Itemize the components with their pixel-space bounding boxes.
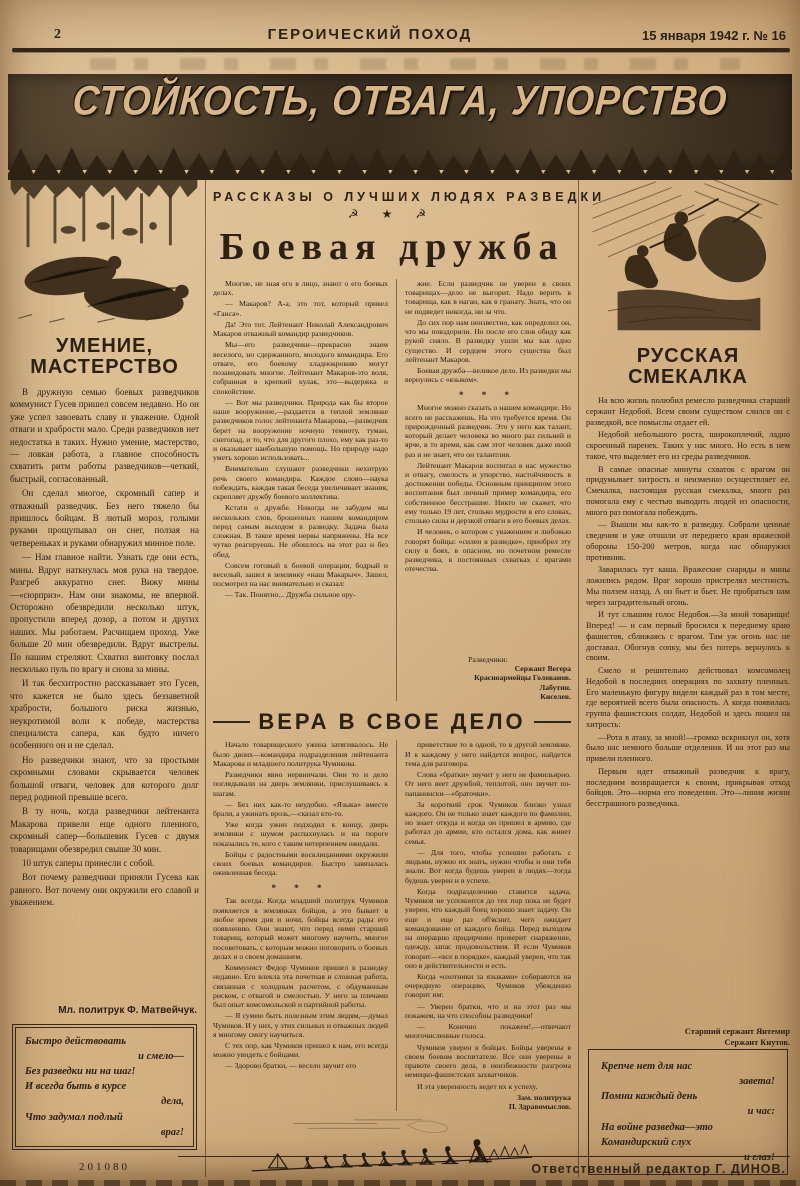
center-column bbox=[213, 176, 606, 1177]
main-article-col1 bbox=[213, 279, 388, 701]
paragraph: Уже когда ужин подходил к концу, дверь землянки с шумом распахнулась и на пороге показались те, кого с таким нетерпением ожидали. bbox=[213, 820, 388, 848]
paragraph: Старший сержант Янтемир bbox=[684, 1027, 790, 1037]
paragraph: Чумиков уверен в бойцах. Бойцы уверены в своем боевом воспитателе. Все они уверены в правоте своего дела, в неизбежности разгрома немецко-фашистских захватчиков. bbox=[405, 1042, 571, 1080]
faith-article-columns bbox=[213, 740, 571, 1111]
paragraph: — Для того, чтобы успешно работать с людьми, нужно их знать, нужно чтобы и они тебя знали. Вот когда будешь уверен в людях—тогда будешь уверен и в успехе. bbox=[405, 847, 571, 885]
paragraph: Так всегда. Когда младший политрук Чумиков появляется в землянках бойцов, а это бывает в любое время дня и ночи, бойцы всегда рады его появлению. Они знают, что перед ними старший товарищ, который может многому научить, многое посоветовать, с которым можно поговорить о боевых делах и о своем домашнем. bbox=[213, 896, 388, 961]
right-article-title: РУССКАЯ СМЕКАЛКА bbox=[628, 345, 748, 388]
paragraph: Да! Это тот. Лейтенант Николай Александрович Макаров отважный командир разведчиков. bbox=[213, 319, 388, 339]
paragraph: И тут слышим голос Недобоя.—За мной товарищи! Вперед! — и сам первый бросился к переднему краю фашистов, сближаясь с врагом. Там уж огонь нас не доставал. Обогнув сопку, мы без потерь вернулись к своим. bbox=[586, 610, 790, 663]
main-article-col2-top bbox=[405, 279, 571, 387]
header-rule-right bbox=[534, 721, 571, 723]
page-header bbox=[0, 0, 800, 45]
paragraph: — Вышли мы как-то в разведку. Собрали ценные сведения и уже отошли от переднего края вражеской обороны 150-200 метров, когда нас обнаружил противник. bbox=[586, 520, 790, 562]
paragraph: Быстро действовать bbox=[25, 1035, 127, 1047]
paragraph: — Без них как-то неудобно. «Языка» вместе брали, а ужинать врозь,—сказал кто-то. bbox=[213, 799, 388, 819]
paragraph: До сих пор нам неизвестно, как определил он, что мы повздорили. Но после его слов обиду как рукой сняло. В разведку ушли мы как одно существо. И сердцем этого существа был лейтенант Макаров. bbox=[405, 317, 571, 364]
print-order-number: 201080 bbox=[79, 1161, 130, 1174]
page-footer bbox=[0, 1156, 800, 1176]
paragraph: Без разведки ни на шаг! bbox=[25, 1066, 136, 1078]
paragraph: И человек, о котором с уважением и любовью говорят бойцы: «силен в разведке», приобрел эту силу в боях, в опасном, но почетном ремесле разведчика, в постоянных схватках с врагами отечества. bbox=[405, 527, 571, 574]
paragraph: Когда подразделению ставится задача, Чумиков не успокоится до тех пор пока не будет уверен, что каждый боец хорошо знает задачу. Он еще и еще раз об'яснит, чего ожидает командование от каждого бойца. Перед выходом на операцию придирчиво проверит снаряжение, одежду, запас продовольствия. И если Чумиков говорит—«все в порядке», каждый уверен, что так оно в действительности и есть. bbox=[405, 886, 571, 970]
paragraph: Сержант Кнутов. bbox=[724, 1038, 790, 1047]
main-article-columns bbox=[213, 279, 571, 701]
paragraph: — Нам главное найти. Узнать где они есть, мины. Вдруг наткнулась моя рука на твердое. Разгреб аккуратно снег. Вижу мины—«сюрприз». Нам они знакомы, не впервой. Осторожно обезвредили несколько штук, пропустили вперед дозор, а потом и других наших. Мы работаем. Расчищаем проход. Уже больше 20 мин обезвредили. Вдруг выстрелы. По нашим стреляют. Схватил винтовку послал несколько пуль по врагу и снова за мины. bbox=[10, 552, 199, 674]
paragraph: — Уверен братки, что и на этот раз мы покажем, на что способны разведчики! bbox=[405, 1001, 571, 1020]
paragraph: Когда «охотники за языками» собираются на очередную операцию, Чумиков убежденно говорит им: bbox=[405, 972, 571, 1000]
left-article-title: УМЕНИЕ, МАСТЕРСТВО bbox=[30, 335, 179, 378]
paragraph: Киселев. bbox=[540, 691, 571, 701]
paragraph: приветствие то в одной, то в другой землянке. И к каждому у него найдется вопрос, найдется тема для разговора. bbox=[405, 740, 571, 768]
paragraph: — Вот мы разведчики. Природа как бы второе наше вооружение,—раздается в теплой землянке разведчиков голос лейтенанта Макарова,—разведчик берет на вооружение ночную темноту, туман, снегопад, и то, что для другого плохо, ему как раз-то и оказывает наибольшую помощь. Но природу надо уметь хорошо использовать... bbox=[213, 397, 388, 463]
paragraph: Крепче нет для нас bbox=[601, 1060, 693, 1072]
faith-article-signature bbox=[405, 1093, 571, 1111]
paragraph: — Так. Понятно... Дружба сильное ору- bbox=[225, 590, 356, 600]
faith-col2-body bbox=[405, 740, 571, 1092]
paragraph: На всю жизнь полюбил ремесло разведчика старший сержант Недобой. Всем своим существом слился он с разведкой, все помыслы отдает ей. bbox=[586, 396, 790, 427]
paragraph: Командирский слух bbox=[601, 1136, 692, 1148]
paragraph: Разведчики явно нервничали. Они то и дело поглядывали на дверь землянки, прислушиваясь к шагам. bbox=[213, 770, 388, 798]
paragraph: дела, bbox=[161, 1096, 184, 1108]
right-article-body bbox=[586, 396, 790, 1027]
hammer-star-sickle-ornament: ☭ ★ ☭ bbox=[347, 207, 437, 221]
paragraph: жие. Если разведчик не уверен в своих товарищах—дело не выгорит. Надо верить в товарища, как в наган, как в гранату. Знать, что он не подведет никогда, ни за что. bbox=[405, 278, 571, 316]
paragraph: Бойцы с радостными восклицаниями окружили своих боевых командиров. Быстро завязалась оживленная беседа. bbox=[213, 849, 388, 878]
left-article-body bbox=[10, 386, 199, 1000]
paragraph: Лейтенант Макаров воспитал в нас мужество и отвагу, смелость и упорство, настойчивость в достижении победы. Основным принципом этого воспитания был личный пример командира, его собственное бесстрашие. Никто не скажет, что ему только 19 лет, столько мудрости в его словах, столько силы и дерзкой отваги в его боевых делах. bbox=[405, 460, 571, 526]
paragraph: Зам. политрука bbox=[517, 1092, 571, 1102]
paragraph: Многое можно сказать о нашем командире. Но всего не расскажешь. На это требуется время. Он прирожденный разведчик. Это у него как талант, который делает человека во много раз сильней и ярче, в то время, как сам этот человек даже иной раз и не знает, что он талантлив. bbox=[405, 403, 571, 459]
main-article-col2 bbox=[396, 279, 571, 701]
paragraph: И так бесхитростно рассказывает это Гусев, что кажется не было здесь беззаветной храбрости, большого риска жизнью, неукротимой воли к победе, мастерства специалиста сапера, как будто ничего особенного он и не сделал. bbox=[10, 678, 199, 751]
paragraph: Сержант Вегера bbox=[514, 664, 571, 674]
crawling-scouts-illustration bbox=[10, 176, 198, 328]
paragraph: Кстати о дружбе. Никогда не забудем мы нескольких слов, брошенных нашим командиром перед самым выходом в разведку. Задача была сложная. В такое время нервы напряжены. На все чутко реагируешь. Не обошлось на этот раз и без обид. bbox=[213, 503, 388, 559]
faith-col1-bottom bbox=[213, 896, 388, 1111]
paragraph: Внимательно слушают разведчики нехитрую речь своего командира. Каждое слово—наука побеждать, каждая такая беседа увеличивает знания, скрепляет дружбу боевого коллектива. bbox=[213, 464, 388, 502]
scan-bottom-edge bbox=[0, 1180, 800, 1186]
editor-credit: Ответственный редактор Г. ДИНОВ. bbox=[531, 1162, 786, 1176]
paragraph: Многие, не зная его в лицо, знают о его боевых делах. bbox=[213, 278, 388, 298]
header-rule-left bbox=[213, 721, 250, 723]
paragraph: — Конечно покажем!,—отвечают многочисленные голоса. bbox=[405, 1022, 571, 1041]
paragraph: завета! bbox=[739, 1075, 775, 1087]
verse-box-left bbox=[12, 1024, 197, 1151]
paragraph: и смело— bbox=[138, 1050, 184, 1062]
faith-col1-top bbox=[213, 740, 388, 879]
paragraph: И всегда быть в курсе bbox=[25, 1081, 127, 1093]
paragraph: Он сделал многое, скромный сапер и отважный разведчик. Без него тяжело бы пришлось бойцам. В лютый мороз, голыми руками прощупывал он снег, ползая на четвереньках и руками обнаружил минное поле. bbox=[10, 488, 199, 548]
paragraph: Совсем готовый к боевой операции, бодрый и веселый, зашел в землянку «наш Макарыч». Зашел, посмотрел на нас внимательно и сказал: bbox=[213, 560, 388, 589]
paragraph: В ту ночь, когда разведчики лейтенанта Макарова привели еще одного пленного, скромный сапер—большевик Гусев с двумя товарищами обезвредил свыше 30 мин. bbox=[10, 806, 199, 854]
paragraph: Заварилась тут каша. Вражеские снаряды и мины ложились рядом. Враг хорошо пристрелял местность. Мы ползем назад. А он бьет и бьет. Не пробраться нам через заградительный огонь. bbox=[586, 565, 790, 607]
paragraph: В самые опасные минуты схваток с врагом он придумывает хитрость и неизменно осуществляет ее. Смекалка, настоящая русская смекалка, много раз помогала ему с честью выводить людей из опасности, много раз помогала побеждать. bbox=[586, 464, 790, 517]
main-article-signatures bbox=[405, 664, 571, 701]
print-through-smudge bbox=[90, 58, 740, 70]
faith-article-col2 bbox=[396, 740, 571, 1111]
issue-date: 15 января 1942 г. № 16 bbox=[642, 28, 786, 43]
left-article-signature: Мл. политрук Ф. Матвейчук. bbox=[58, 1004, 197, 1016]
paragraph: В дружную семью боевых разведчиков коммунист Гусев пришел совсем недавно. Но он уже успел завоевать славу и уважение. Одной отваги и храбрости мало. Среди разведчиков нет недостатка в таких. Нужно умение, мастерство, — ловкая работа, а главное способность схватить ритм работы разведчиков—четкий, быстрый, согласованный. bbox=[10, 387, 199, 484]
paragraph: Вот почему разведчики приняли Гусева как равного. Вот почему они окружили его славой и уважением. bbox=[10, 872, 199, 908]
paragraph: Смело и решительно действовал комсомолец Недобой в последних операциях по захвату пленных. Его маленькую фигуру видели каждый раз в том месте, где вероятней всего была опасность. А когда появилась группа фашистских солдат, Недобой и здесь пошел на хитрость: bbox=[586, 666, 790, 729]
paragraph: Мы—его разведчики—прекрасно знаем веселого, но сдержанного, молодого командира. Его отваге, его боевому хладнокровию могут позавидовать многие. Лейтенант Макаров-это воля, собранная в крепкий кулак, это—выдержка и спокойствие. bbox=[213, 340, 388, 396]
paragraph: Первым идет отважный разведчик к врагу, последним возвращается к своим, прикрывая отход бойцов. Это—норма его поведения. Это—линия жизни бесстрашного разведчика. bbox=[586, 766, 790, 808]
header-rule bbox=[12, 48, 790, 52]
footer-rule bbox=[178, 1156, 790, 1157]
banner-artwork bbox=[8, 74, 792, 170]
paragraph: — Здорово братки, — весело звучит его bbox=[225, 1061, 357, 1071]
paragraph: Красноармейцы Голованов. bbox=[474, 673, 571, 683]
paragraph: Боевая дружба—великое дело. Из разведки мы вернулись с «языком». bbox=[405, 366, 571, 385]
paragraph: Недобой небольшого роста, широкоплечий, ладно скроенный паренек. Таких у нас много. Но есть в нем такое, что выделяет его из среды разведчиков. bbox=[586, 430, 790, 461]
paragraph: 10 штук саперы принесли с собой. bbox=[22, 858, 155, 869]
star-divider: * * * bbox=[271, 882, 330, 893]
paragraph: враг! bbox=[160, 1126, 184, 1138]
kicker: РАССКАЗЫ О ЛУЧШИХ ЛЮДЯХ РАЗВЕДКИ bbox=[213, 190, 606, 204]
paragraph: За короткий срок Чумиков близко узнал каждого. Он не только знает каждого по фамилии, но знает откуда и когда он пришел в армию, где работал до армии, кто остался дома, как живет семья. bbox=[405, 799, 571, 846]
paragraph: — Я сумею быть полезным этим людям,—думал Чумиков. И у них, у этих сильных и отважных людей я многому смогу научиться. bbox=[213, 1011, 388, 1039]
paragraph: И эта уверенность ведет их к успеху. bbox=[417, 1081, 538, 1091]
paragraph: —Рота в атаку, за мной!—громко вскрикнул он, хотя было нас немного больше отделения. И на этот раз мы привели пленного. bbox=[586, 732, 790, 763]
paragraph: На войне разведка—это bbox=[601, 1121, 713, 1133]
fir-forest-silhouette bbox=[8, 144, 792, 180]
battle-scene-illustration bbox=[586, 176, 790, 338]
faith-article-header bbox=[213, 709, 571, 735]
right-column bbox=[578, 176, 790, 1177]
paragraph: Что задумал подлый bbox=[25, 1111, 123, 1123]
paragraph: С тех пор, как Чумиков пришел к нам, его всегда можно увидеть с бойцами. bbox=[213, 1040, 388, 1060]
paragraph: Но разведчики знают, что за простыми скромными словами скрывается человек большой отваги, человек для которого долг перед родиной превыше всего. bbox=[10, 754, 199, 802]
paragraph: — Макаров? А-а, это тот, который привел «Ганса». bbox=[213, 299, 388, 318]
paragraph: Начало товарищеского ужина затягивалось. Не было двоих—командира подразделения лейтенанта Макарова и младшего политрука Чумикова. bbox=[213, 740, 388, 768]
paragraph: Помни каждый день bbox=[601, 1091, 698, 1103]
paragraph: и глаз! bbox=[743, 1152, 775, 1164]
main-article-title: Боевая дружба bbox=[219, 226, 565, 269]
paragraph: Лабутин. bbox=[539, 682, 571, 692]
star-divider: * * * bbox=[459, 389, 517, 400]
banner-title: СТОЙКОСТЬ, ОТВАГА, УПОРСТВО bbox=[71, 77, 729, 124]
main-article-col2-bottom bbox=[405, 403, 571, 651]
paragraph: Слова «братки» звучит у него не фамильярно. От него веет дружбой, теплотой, оно звучит по-папанински—«браточки». bbox=[405, 770, 571, 798]
paragraph: Коммунист Федор Чумиков пришел в разведку недавно. Его влекла эта почетная и сложная работа, связанная с холодным расчетом, с обдуманным риском, с отвагой и смелостью. У него за плечами был опыт комсомольской и партийной работы. bbox=[213, 963, 388, 1010]
signature-label: Разведчики: bbox=[468, 654, 508, 664]
masthead-title: ГЕРОИЧЕСКИЙ ПОХОД bbox=[267, 26, 473, 43]
left-column bbox=[10, 176, 206, 1177]
faith-article-title: ВЕРА В СВОЕ ДЕЛО bbox=[258, 708, 526, 734]
paragraph: П. Здравомыслов. bbox=[508, 1102, 571, 1112]
paragraph: и час: bbox=[747, 1106, 775, 1118]
faith-article-col1 bbox=[213, 740, 388, 1111]
page-number: 2 bbox=[54, 27, 61, 42]
right-article-signatures bbox=[586, 1027, 790, 1049]
